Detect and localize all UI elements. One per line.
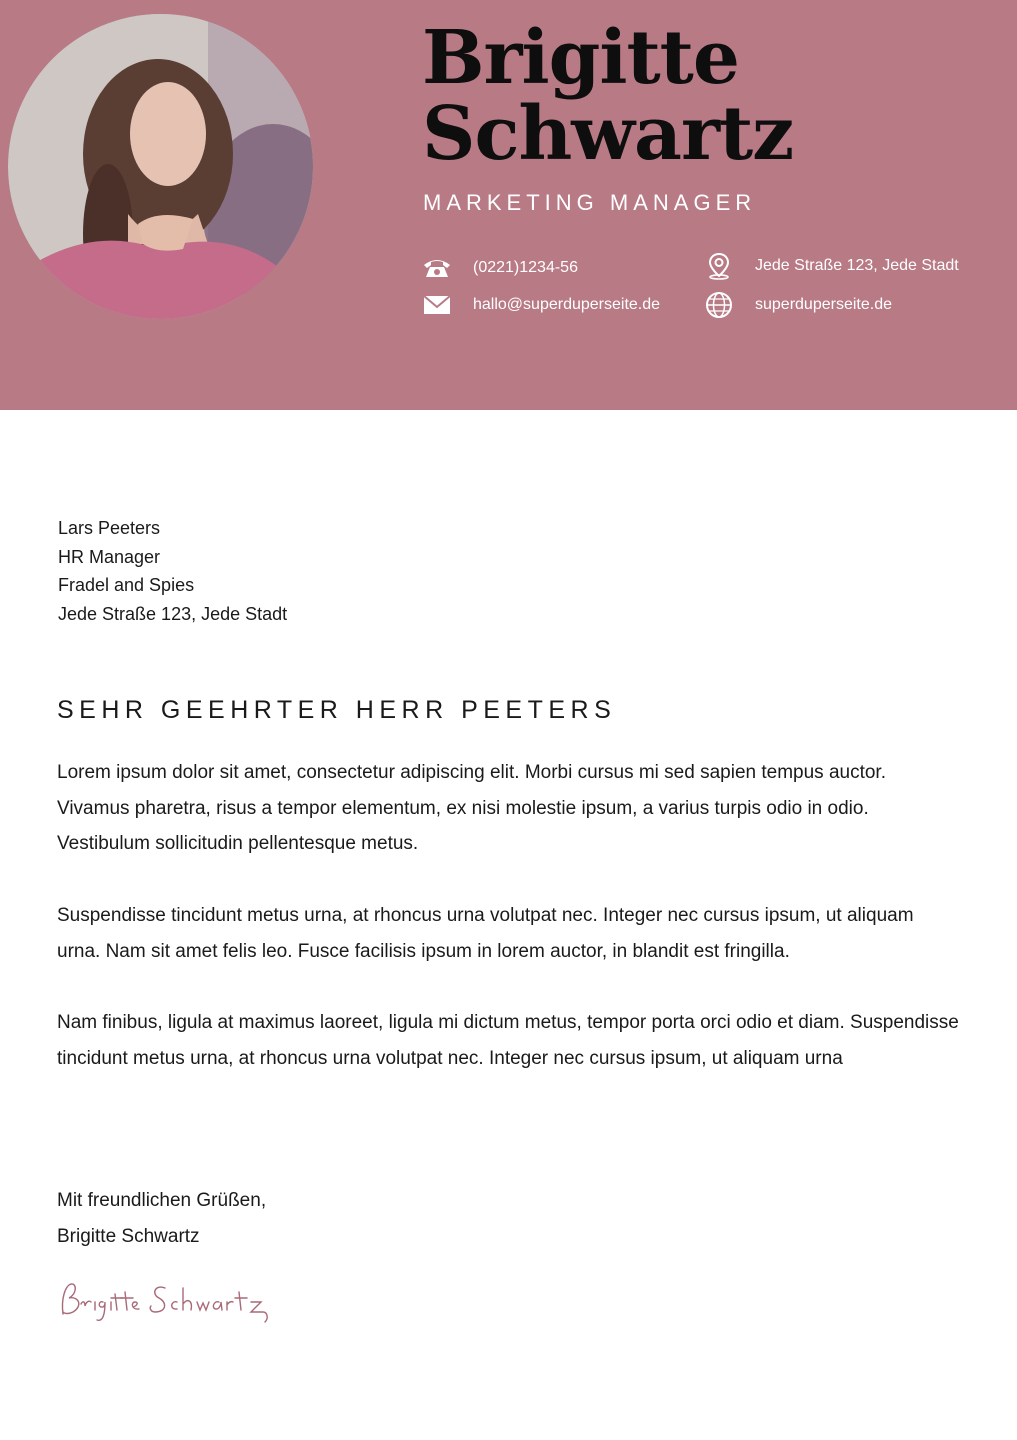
email-address[interactable]: hallo@superduperseite.de	[473, 296, 661, 313]
last-name: Schwartz	[422, 91, 794, 177]
postal-address: Jede Straße 123, Jede Stadt	[755, 257, 959, 274]
recipient-company: Fradel and Spies	[58, 575, 195, 595]
job-title: MARKETING MANAGER	[423, 190, 757, 215]
profile-photo	[8, 14, 313, 319]
first-name: Brigitte	[422, 15, 739, 101]
recipient-block	[58, 514, 287, 628]
body-paragraph: Suspendisse tincidunt metus urna, at rhoncus urna volutpat nec. Integer nec cursus ipsum, ut aliquam urna. Nam sit amet felis leo. Fusce facilisis ipsum in lorem auctor, in blandit est fringilla.	[57, 904, 914, 962]
location-pin-icon	[704, 253, 734, 279]
body-paragraph: Lorem ipsum dolor sit amet, consectetur adipiscing elit. Morbi cursus mi sed sapien tempus auctor. Vivamus pharetra, risus a tempor elementum, ex nisi molestie ipsum, a varius turpis odio in odio. Vestibulum sollicitudin pellentesque metus.	[57, 762, 886, 855]
contact-address	[704, 253, 959, 279]
phone-icon	[422, 255, 452, 281]
recipient-name: Lars Peeters	[58, 518, 161, 538]
letter-body	[57, 755, 962, 1112]
globe-icon	[704, 292, 734, 318]
applicant-name	[422, 15, 794, 177]
phone-number[interactable]: (0221)1234-56	[473, 259, 578, 276]
website-url[interactable]: superduperseite.de	[755, 296, 892, 313]
closing-phrase: Mit freundlichen Grüßen,	[57, 1190, 267, 1211]
contact-phone	[422, 255, 578, 281]
recipient-position: HR Manager	[58, 546, 161, 567]
contact-website	[704, 292, 892, 318]
sender-name: Brigitte Schwartz	[57, 1225, 200, 1247]
header-banner	[0, 0, 1017, 410]
closing-block	[57, 1183, 266, 1254]
salutation: SEHR GEEHRTER HERR PEETERS	[57, 696, 617, 724]
body-paragraph: Nam finibus, ligula at maximus laoreet, ligula mi dictum metus, tempor porta orci odio et diam. Suspendisse tincidunt metus urna, at rhoncus urna volutpat nec. Integer nec cursus ipsum, ut aliquam urna	[57, 1011, 959, 1069]
recipient-address: Jede Straße 123, Jede Stadt	[58, 603, 288, 624]
envelope-icon	[422, 292, 452, 318]
handwritten-signature	[55, 1274, 295, 1334]
contact-email	[422, 292, 660, 318]
